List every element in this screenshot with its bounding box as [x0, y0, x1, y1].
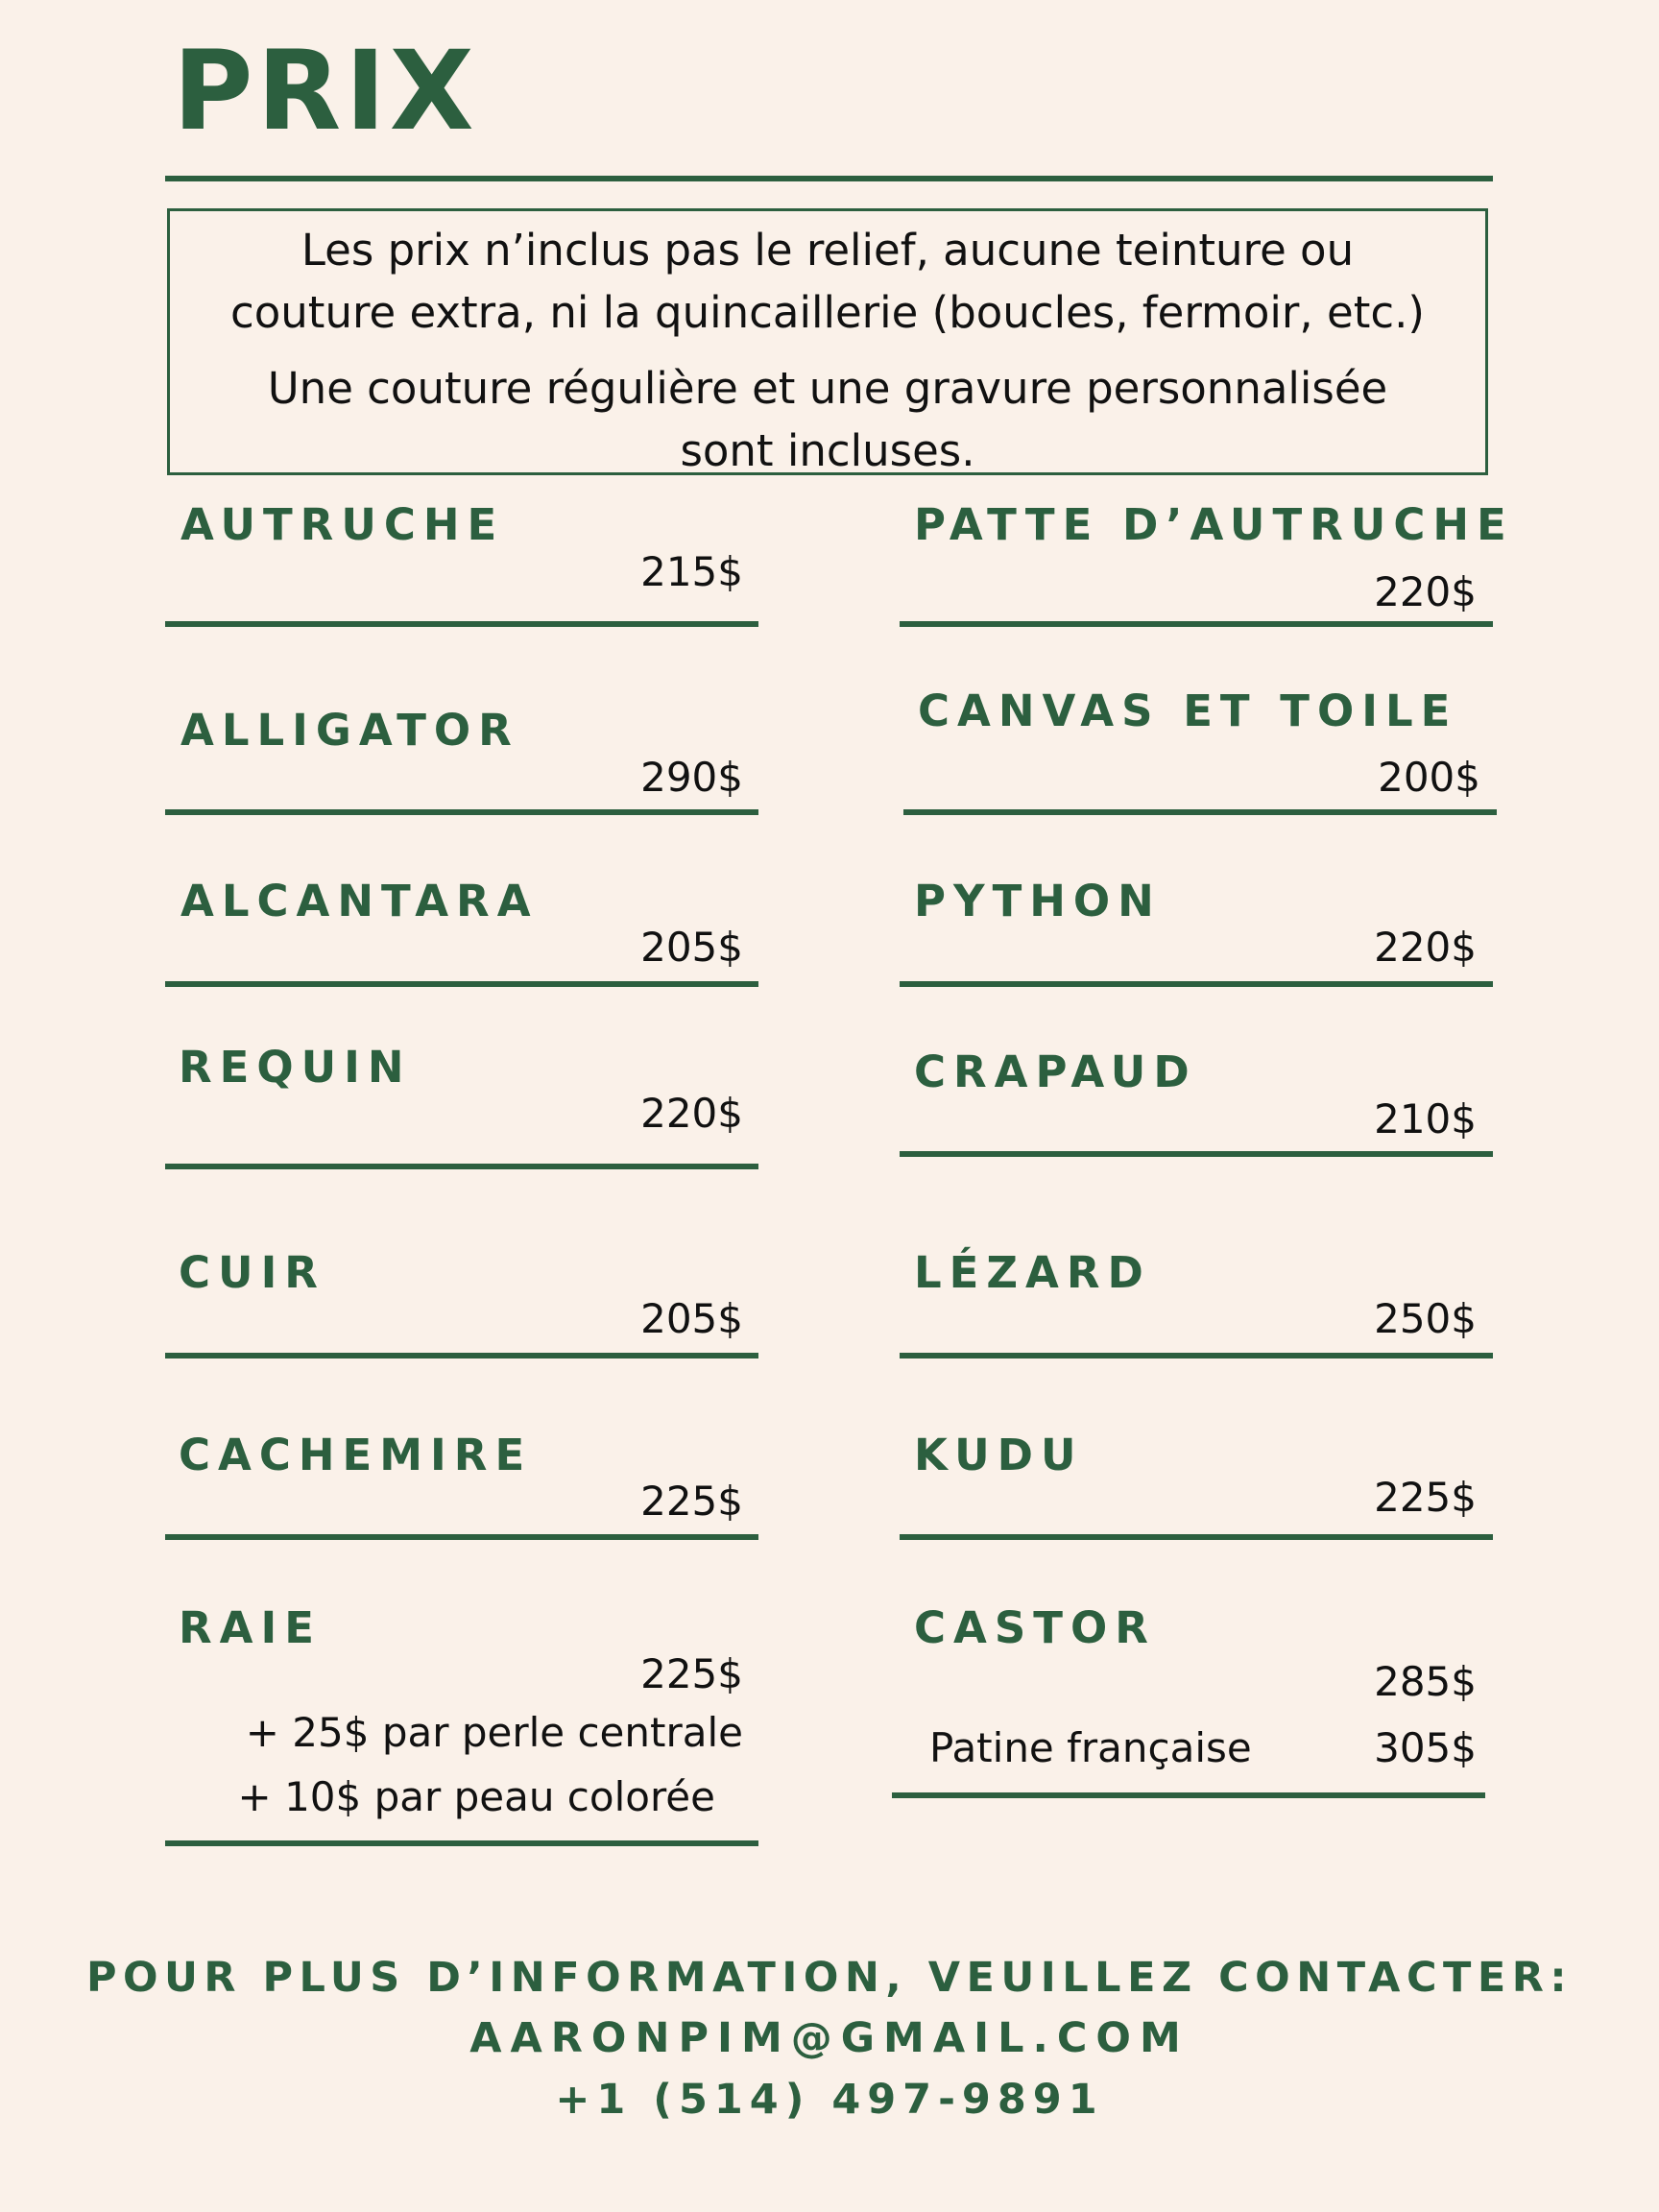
item-divider: [900, 621, 1493, 627]
item-name-alligator: ALLIGATOR: [180, 705, 519, 756]
item-name-crapaud: CRAPAUD: [914, 1046, 1197, 1097]
notice-line: sont incluses.: [680, 425, 975, 476]
page-title: PRIX: [173, 27, 478, 155]
contact-email[interactable]: AARONPIM@GMAIL.COM: [469, 2014, 1190, 2062]
item-price-lezard: 250$: [1374, 1295, 1477, 1342]
item-name-alcantara: ALCANTARA: [180, 876, 539, 926]
item-name-castor: CASTOR: [914, 1602, 1156, 1653]
item-divider: [165, 1164, 758, 1169]
item-price-patte-autruche: 220$: [1374, 568, 1477, 615]
item-price-requin: 220$: [640, 1090, 743, 1137]
item-name-python: PYTHON: [914, 876, 1162, 926]
item-extra: + 10$ par peau colorée: [237, 1773, 715, 1820]
item-divider: [165, 1534, 758, 1540]
item-name-requin: REQUIN: [179, 1042, 412, 1093]
item-name-cuir: CUIR: [179, 1247, 325, 1298]
item-price-alligator: 290$: [640, 754, 743, 801]
pricing-notice: [167, 208, 1488, 475]
item-price-crapaud: 210$: [1374, 1095, 1477, 1142]
item-divider: [900, 1151, 1493, 1157]
item-price-cachemire: 225$: [640, 1478, 743, 1525]
item-divider: [165, 621, 758, 627]
castor-option-label: Patine française: [929, 1724, 1252, 1771]
item-divider: [900, 981, 1493, 987]
item-extra: + 25$ par perle centrale: [245, 1709, 743, 1756]
title-divider: [165, 176, 1493, 181]
item-price-canvas-toile: 200$: [1378, 754, 1480, 801]
item-divider: [165, 809, 758, 815]
notice-line: Une couture régulière et une gravure personnalisée: [267, 363, 1388, 414]
item-name-kudu: KUDU: [914, 1430, 1084, 1480]
item-divider: [900, 1534, 1493, 1540]
item-price-alcantara: 205$: [640, 924, 743, 971]
item-price-cuir: 205$: [640, 1295, 743, 1342]
notice-line: couture extra, ni la quincaillerie (boucles, fermoir, etc.): [230, 287, 1425, 338]
item-name-cachemire: CACHEMIRE: [179, 1430, 533, 1480]
contact-heading: POUR PLUS D’INFORMATION, VEUILLEZ CONTACTER:: [85, 1954, 1574, 2002]
item-price-python: 220$: [1374, 924, 1477, 971]
notice-line: Les prix n’inclus pas le relief, aucune teinture ou: [301, 225, 1355, 276]
item-name-raie: RAIE: [179, 1602, 322, 1653]
item-price-autruche: 215$: [640, 548, 743, 595]
item-price-raie: 225$: [640, 1650, 743, 1697]
item-divider: [165, 1353, 758, 1358]
item-divider: [903, 809, 1497, 815]
item-name-canvas-toile: CANVAS ET TOILE: [918, 685, 1458, 736]
castor-option-price: 305$: [1374, 1724, 1477, 1771]
item-name-lezard: LÉZARD: [914, 1247, 1151, 1298]
item-divider: [892, 1792, 1485, 1798]
item-name-patte-autruche: PATTE D’AUTRUCHE: [914, 499, 1514, 550]
item-divider: [165, 981, 758, 987]
item-divider: [900, 1353, 1493, 1358]
item-price-kudu: 225$: [1374, 1474, 1477, 1521]
contact-phone[interactable]: +1 (514) 497-9891: [555, 2076, 1104, 2124]
item-name-autruche: AUTRUCHE: [180, 499, 505, 550]
item-price-castor: 285$: [1374, 1658, 1477, 1705]
item-divider: [165, 1840, 758, 1846]
